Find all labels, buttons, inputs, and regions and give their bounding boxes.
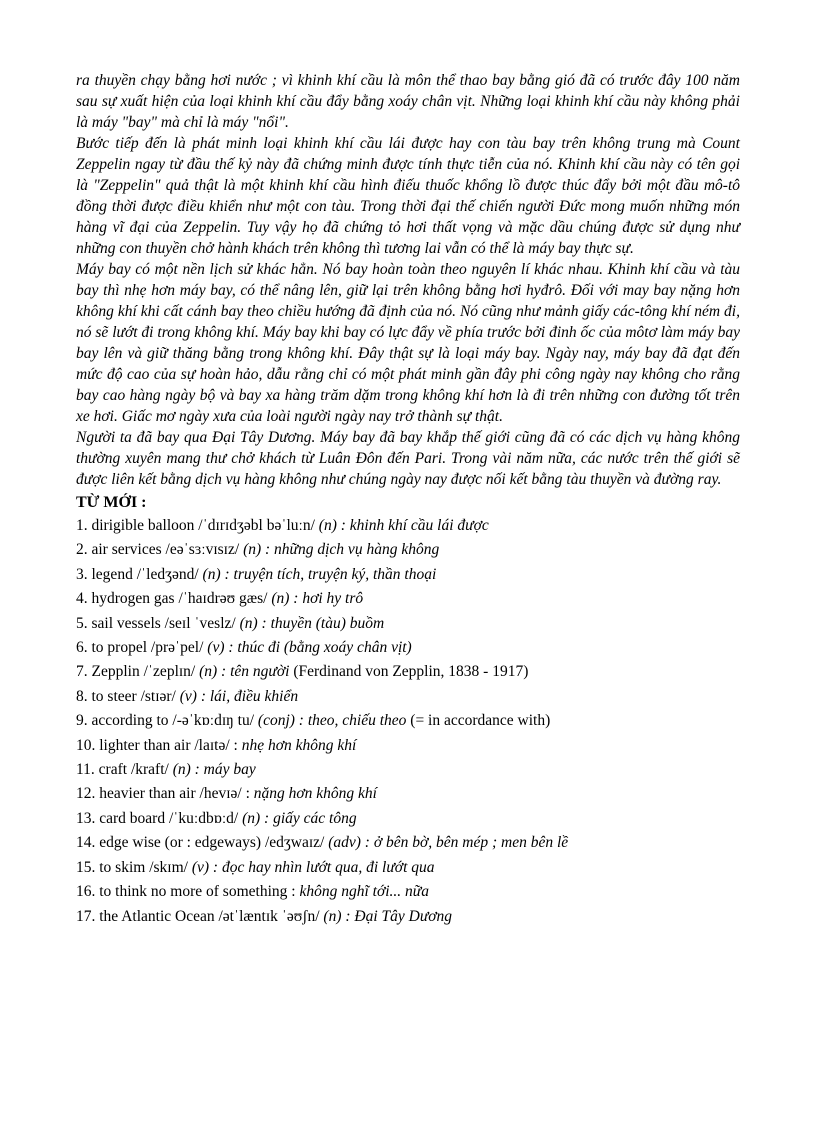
paragraph-2: Bước tiếp đến là phát minh loại khinh khí cầu lái được hay con tàu bay trên không trung mà Count Zeppelin ngay từ đầu thế kỷ này đã chứng minh được tính thực tiễn của nó. Khinh khí cầu này có tên gọi là "Zeppelin" quả thật là một khinh khí cầu hình điếu thuốc khổng lồ được thúc đẩy bởi một đầu mô-tô đồng thời được điều khiển như một con tàu. Trong thời đại thế chiến người Đức mong muốn những món hàng vĩ đại của Zeppelin. Tuy vậy họ đã chứng tỏ hơi thất vọng và mặc dầu chúng được sử dụng như những con thuyền chở hành khách trên không thì tương lai vẫn có thể là máy bay thực sự. [76,135,740,257]
paragraph-3: Máy bay có một nền lịch sử khác hẳn. Nó bay hoàn toàn theo nguyên lí khác nhau. Khinh khí cầu và tàu bay thì nhẹ hơn máy bay, có thể nâng lên, giữ lại trên không bằng hơi hyđrô. Đối với may bay nặng hơn không khí khi cất cánh bay theo chiều hướng đã định của nó. Nó cũng như mảnh giấy các-tông khí ném đi, nó sẽ lướt đi trong không khí. Máy bay khi bay có lực đẩy về phía trước bởi đinh ốc của môtơ làm máy bay bay lên và giữ thăng bằng trong không khí. Đây thật sự là loại máy bay. Ngày nay, máy bay đã đạt đến mức độ cao của sự hoàn hảo, dẫu rằng chỉ có một phát minh gần đây phi công ngày nay không cho rằng bay cao hàng ngày bộ và bay xa hàng trăm dặm trong không khí hơn là đi trên những con đường tốt trên xe hơi. Giấc mơ ngày xưa của loài người ngày nay trở thành sự thật. [76,261,740,425]
vocab-item: 9. according to /-əˈkɒːdɪŋ tu/ (conj) : theo, chiếu theo (= in accordance with) [76,712,551,730]
vocab-item: 10. lighter than air /laɪtə/ : nhẹ hơn không khí [76,736,357,754]
paragraph-4: Người ta đã bay qua Đại Tây Dương. Máy bay đã bay khắp thế giới cũng đã có các dịch vụ hàng không thường xuyên mang thư chở khách từ Luân Đôn đến Pari. Trong vài năm nữa, các nước trên thế giới sẽ được liên kết bằng dịch vụ hàng không như chúng ngày nay được nối kết bằng tàu thuyền và đường ray. [76,429,740,488]
vocab-item: 1. dirigible balloon /ˈdɪrɪdʒəbl bəˈluːn/ (n) : khinh khí cầu lái được [76,517,489,534]
vocab-item: 4. hydrogen gas /ˈhaɪdrəʊ gæs/ (n) : hơi hy trô [76,590,364,608]
paragraph-1: ra thuyền chạy bằng hơi nước ; vì khinh khí cầu là môn thể thao bay bằng gió đã có trước đây 100 năm sau sự xuất hiện của loại khinh khí cầu đẩy bằng xoáy chân vịt. Những loại khinh khí cầu này không phải là máy "bay" mà chỉ là máy "nổi". [76,72,740,131]
vocab-item: 16. to think no more of something : không nghĩ tới... nữa [76,883,429,901]
vocab-item: 7. Zepplin /ˈzeplɪn/ (n) : tên người (Ferdinand von Zepplin, 1838 - 1917) [76,663,529,681]
vocab-item: 6. to propel /prəˈpel/ (v) : thúc đi (bằng xoáy chân vịt) [76,639,412,657]
vocab-item: 8. to steer /stɪər/ (v) : lái, điều khiển [76,687,299,705]
vocab-item: 14. edge wise (or : edgeways) /edʒwaɪz/ (adv) : ở bên bờ, bên mép ; men bên lề [76,834,569,852]
vocab-list [76,514,740,929]
vocab-item: 12. heavier than air /hevɪə/ : nặng hơn không khí [76,785,377,803]
vocab-item: 15. to skim /skɪm/ (v) : đọc hay nhìn lướt qua, đi lướt qua [76,858,435,876]
vocab-item: 5. sail vessels /seɪl ˈveslz/ (n) : thuyền (tàu) buồm [76,614,385,632]
document-page [76,70,740,929]
vocab-item: 3. legend /ˈledʒənd/ (n) : truyện tích, truyện ký, thần thoại [76,565,437,583]
vocab-item: 13. card board /ˈkuːdbɒːd/ (n) : giấy các tông [76,809,357,827]
vocab-item: 11. craft /kraft/ (n) : máy bay [76,761,256,779]
vocab-item: 17. the Atlantic Ocean /ətˈlæntɪk ˈəʊʃn/ (n) : Đại Tây Dương [76,907,453,925]
vocab-heading: TỪ MỚI : [76,494,147,511]
vocab-item: 2. air services /eəˈsɜːvɪsɪz/ (n) : những dịch vụ hàng không [76,541,440,559]
